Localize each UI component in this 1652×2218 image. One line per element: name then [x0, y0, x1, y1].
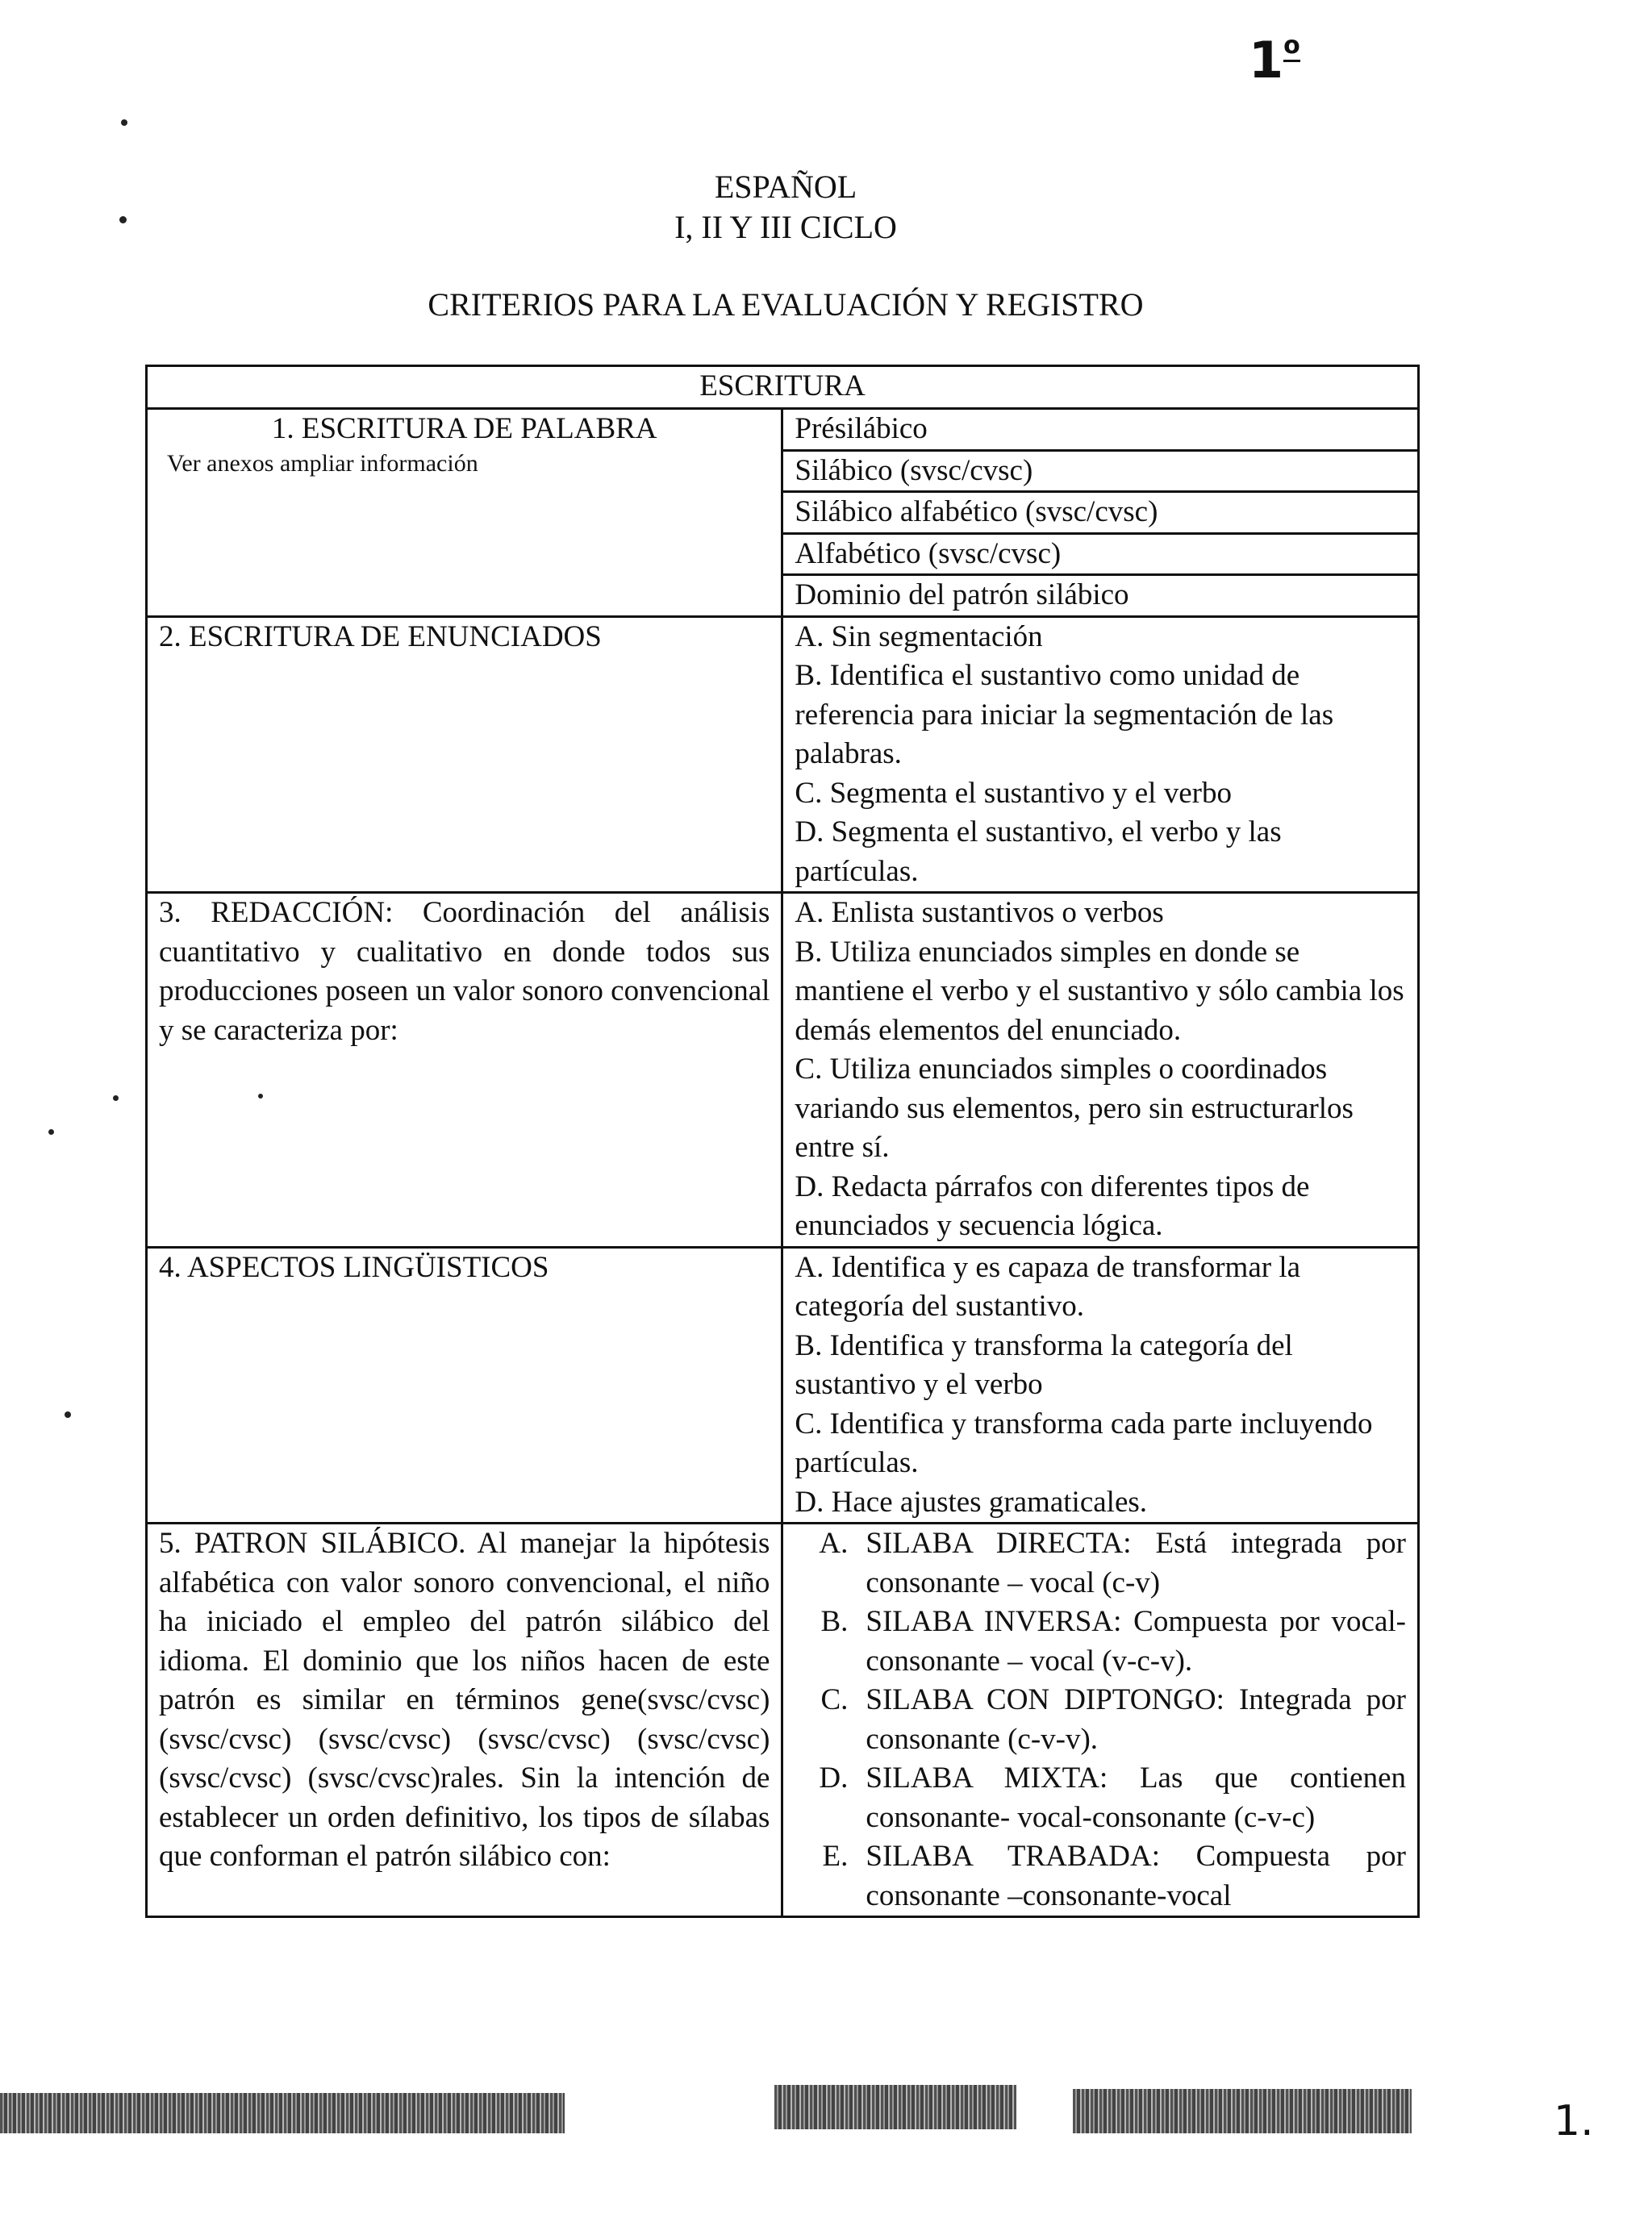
row-right-cell [782, 893, 1419, 1248]
item-label: D. [819, 1761, 849, 1795]
row-right-cell: Présilábico [782, 409, 1419, 451]
document-title: CRITERIOS PARA LA EVALUACIÓN Y REGISTRO [428, 286, 1144, 323]
item-text: SILABA DIRECTA: Está integrada por consonante – vocal (c-v) [866, 1527, 1406, 1599]
row-right-cell [782, 1247, 1419, 1524]
table-heading: ESCRITURA [147, 366, 1419, 409]
row-right-cell: Dominio del patrón silábico [782, 575, 1419, 617]
row-right-cell: Silábico (svsc/cvsc) [782, 450, 1419, 492]
row-right-cell: Alfabético (svsc/cvsc) [782, 533, 1419, 575]
page-number [1249, 31, 1300, 90]
subject-heading: ESPAÑOL [714, 169, 857, 205]
list-item: A. Sin segmentación [795, 619, 1043, 653]
row-right-cell [782, 1524, 1419, 1917]
list-item: B. Identifica y transforma la categoría del sustantivo y el verbo [795, 1328, 1293, 1401]
item-text: SILABA MIXTA: Las que contienen consonante- vocal-consonante (c-v-c) [866, 1761, 1406, 1834]
criteria-table [145, 365, 1420, 1918]
list-item: C. Segmenta el sustantivo y el verbo [795, 776, 1232, 810]
table-row [147, 1247, 1419, 1524]
item-text: SILABA CON DIPTONGO: Integrada por consonante (c-v-v). [866, 1683, 1406, 1756]
list-item [795, 1837, 1406, 1916]
list-item: D. Hace ajustes gramaticales. [795, 1485, 1148, 1519]
table-row [147, 616, 1419, 893]
item-label: E. [822, 1840, 849, 1873]
list-item: D. Segmenta el sustantivo, el verbo y las partículas. [795, 815, 1282, 888]
item-label: C. [820, 1683, 849, 1716]
item-text: SILABA TRABADA: Compuesta por consonante –consonante-vocal [866, 1840, 1406, 1912]
scan-speck [113, 1095, 119, 1101]
list-item: D. Redacta párrafos con diferentes tipos de enunciados y secuencia lógica. [795, 1169, 1310, 1242]
table-heading-row [147, 366, 1419, 409]
list-item: A. Enlista sustantivos o verbos [795, 896, 1164, 929]
page-number-main: 1 [1249, 31, 1284, 90]
page-number-sup: o [1283, 31, 1300, 62]
item-label: A. [819, 1527, 849, 1560]
list-item [795, 1759, 1406, 1837]
scan-speck [121, 119, 127, 126]
list-item: B. Identifica el sustantivo como unidad de referencia para iniciar la segmentación de las palabras. [795, 659, 1334, 770]
list-item [795, 1524, 1406, 1603]
scan-noise [774, 2085, 1016, 2129]
row-left-cell: 5. PATRON SILÁBICO. Al manejar la hipótesis alfabética con valor sonoro convencional, el niño ha iniciado el empleo del patrón silábico del idioma. El dominio que los niños hacen de este patrón es similar en términos gene(svsc/cvsc) (svsc/cvsc) (svsc/cvsc) (svsc/cvsc) (svsc/cvsc) (svsc/cvsc) (svsc/cvsc)rales. Sin la intención de establecer un orden definitivo, los tipos de sílabas que conforman el patrón silábico con: [147, 1524, 782, 1917]
list-item: C. Utiliza enunciados simples o coordinados variando sus elementos, pero sin estructurarlos entre sí. [795, 1053, 1354, 1164]
row-left-cell: 4. ASPECTOS LINGÜISTICOS [147, 1247, 782, 1524]
list-item: B. Utiliza enunciados simples en donde se mantiene el verbo y el sustantivo y sólo cambia los demás elementos del enunciado. [795, 935, 1404, 1047]
row-left-cell: 3. REDACCIÓN: Coordinación del análisis cuantitativo y cualitativo en donde todos sus producciones poseen un valor sonoro convencional y se caracteriza por: [147, 893, 782, 1248]
scan-noise [1073, 2089, 1412, 2133]
list-item: A. Identifica y es capaza de transformar la categoría del sustantivo. [795, 1250, 1301, 1323]
scan-speck [65, 1411, 71, 1418]
footer-mark: 1. [1554, 2097, 1594, 2145]
row-right-cell: Silábico alfabético (svsc/cvsc) [782, 492, 1419, 534]
row-left-cell [147, 409, 782, 617]
scan-speck [48, 1129, 54, 1135]
row-left-title: 1. ESCRITURA DE PALABRA [271, 412, 657, 445]
item-text: SILABA INVERSA: Compuesta por vocal- consonante – vocal (v-c-v). [866, 1605, 1406, 1678]
scan-noise [0, 2093, 565, 2133]
list-item [795, 1603, 1406, 1681]
row-left-cell: 2. ESCRITURA DE ENUNCIADOS [147, 616, 782, 893]
cycle-heading: I, II Y III CICLO [674, 209, 897, 245]
list-item: C. Identifica y transforma cada parte incluyendo partículas. [795, 1407, 1373, 1479]
item-label: B. [820, 1605, 849, 1638]
row-right-cell [782, 616, 1419, 893]
table-row [147, 1524, 1419, 1917]
table-row [147, 893, 1419, 1248]
table-row [147, 409, 1419, 451]
row-left-note: Ver anexos ampliar información [167, 449, 478, 477]
list-item [795, 1681, 1406, 1759]
